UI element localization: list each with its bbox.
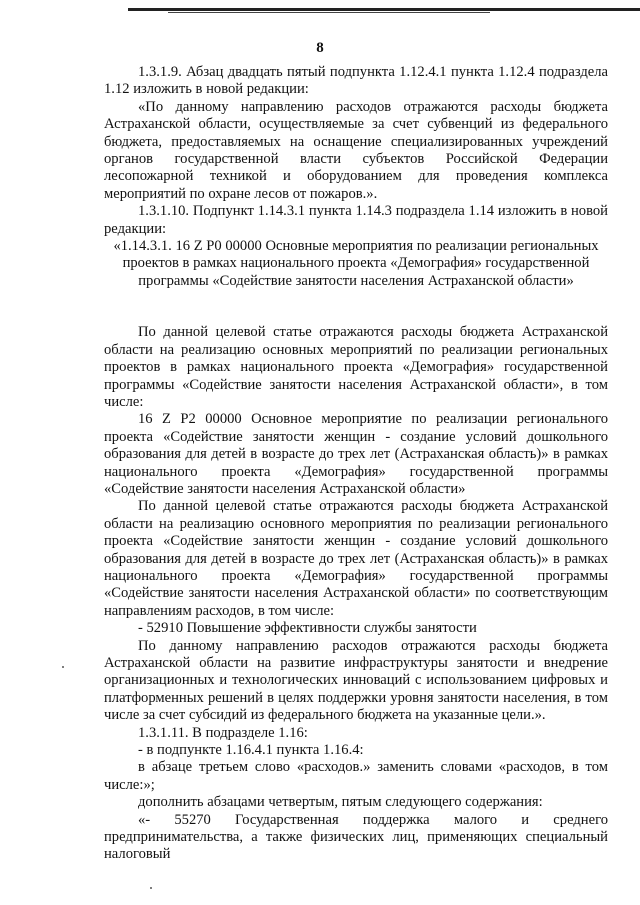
paragraph-target-article-2: По данной целевой статье отражаются расходы бюджета Астраханской области на реализацию основного мероприятия по реализации регионального проекта «Содействие занятости женщин - создание условий дошкольного образования для детей в возрасте до трех лет (Астраханская область)» в рамках национального проекта «Демография» государственной программы «Содействие занятости населения Астраханской области» по соответствующим направлениям расходов, в том числе: [104,498,608,619]
paragraph-add-paragraphs: дополнить абзацами четвертым, пятым следующего содержания: [138,794,543,811]
paragraph-55270: «- 55270 Государственная поддержка малого и среднего предпринимательства, а также физических лиц, применяющих специальный налоговый [104,811,608,863]
scan-edge-line [128,8,640,11]
list-item-1-16-4-1: - в подпункте 1.16.4.1 пункта 1.16.4: [138,742,364,759]
paragraph-target-article: По данной целевой статье отражаются расходы бюджета Астраханской области на реализацию основных мероприятий по реализации региональных проектов в рамках национального проекта «Демография» государственной программы «Содействие занятости населения Астраханской области», в том числе: [104,324,608,410]
paragraph-1-3-1-10: 1.3.1.10. Подпункт 1.14.3.1 пункта 1.14.3 подраздела 1.14 изложить в новой редакции: [104,203,608,237]
paragraph-direction-expenses: По данному направлению расходов отражаются расходы бюджета Астраханской области на развитие инфраструктуры занятости и внедрение организационных и технологических инноваций с использованием цифровых и платформенных решений в целях поддержки уровня занятости населения, в том числе за счет субсидий из федерального бюджета на указанные цели.». [104,637,608,724]
spacer [104,290,608,324]
section-heading-1-14-3-1: «1.14.3.1. 16 Z P0 00000 Основные мероприятия по реализации региональных проектов в рамках национального проекта «Демография» государственной программы «Содействие занятости населения Астраханской области» [113,238,599,289]
page-number: 8 [316,40,324,56]
paragraph-1-3-1-9: 1.3.1.9. Абзац двадцать пятый подпункта 1.12.4.1 пункта 1.12.4 подраздела 1.12 изложить в новой редакции: [104,64,608,98]
scan-speck [62,666,64,668]
paragraph-16-z-p2: 16 Z P2 00000 Основное мероприятие по реализации регионального проекта «Содействие занятости женщин - создание условий дошкольного образования для детей в возрасте до трех лет (Астраханская область)» в рамках национального проекта «Демография» государственной программы «Содействие занятости населения Астраханской области» [104,411,608,497]
paragraph-quote-forest: «По данному направлению расходов отражаются расходы бюджета Астраханской области, осуществляемые за счет субвенций из федерального бюджета, предоставляемых на оснащение специализированных учреждений органов государственной власти субъектов Российской Федерации лесопожарной техникой и оборудованием для проведения комплекса мероприятий по охране лесов от пожаров.». [104,98,608,202]
paragraph-replace-words: в абзаце третьем слово «расходов.» заменить словами «расходов, в том числе:»; [104,759,608,793]
document-body [104,64,608,864]
scan-speck [150,887,152,889]
list-item-52910: - 52910 Повышение эффективности службы занятости [138,620,477,637]
paragraph-1-3-1-11: 1.3.1.11. В подразделе 1.16: [138,724,308,741]
